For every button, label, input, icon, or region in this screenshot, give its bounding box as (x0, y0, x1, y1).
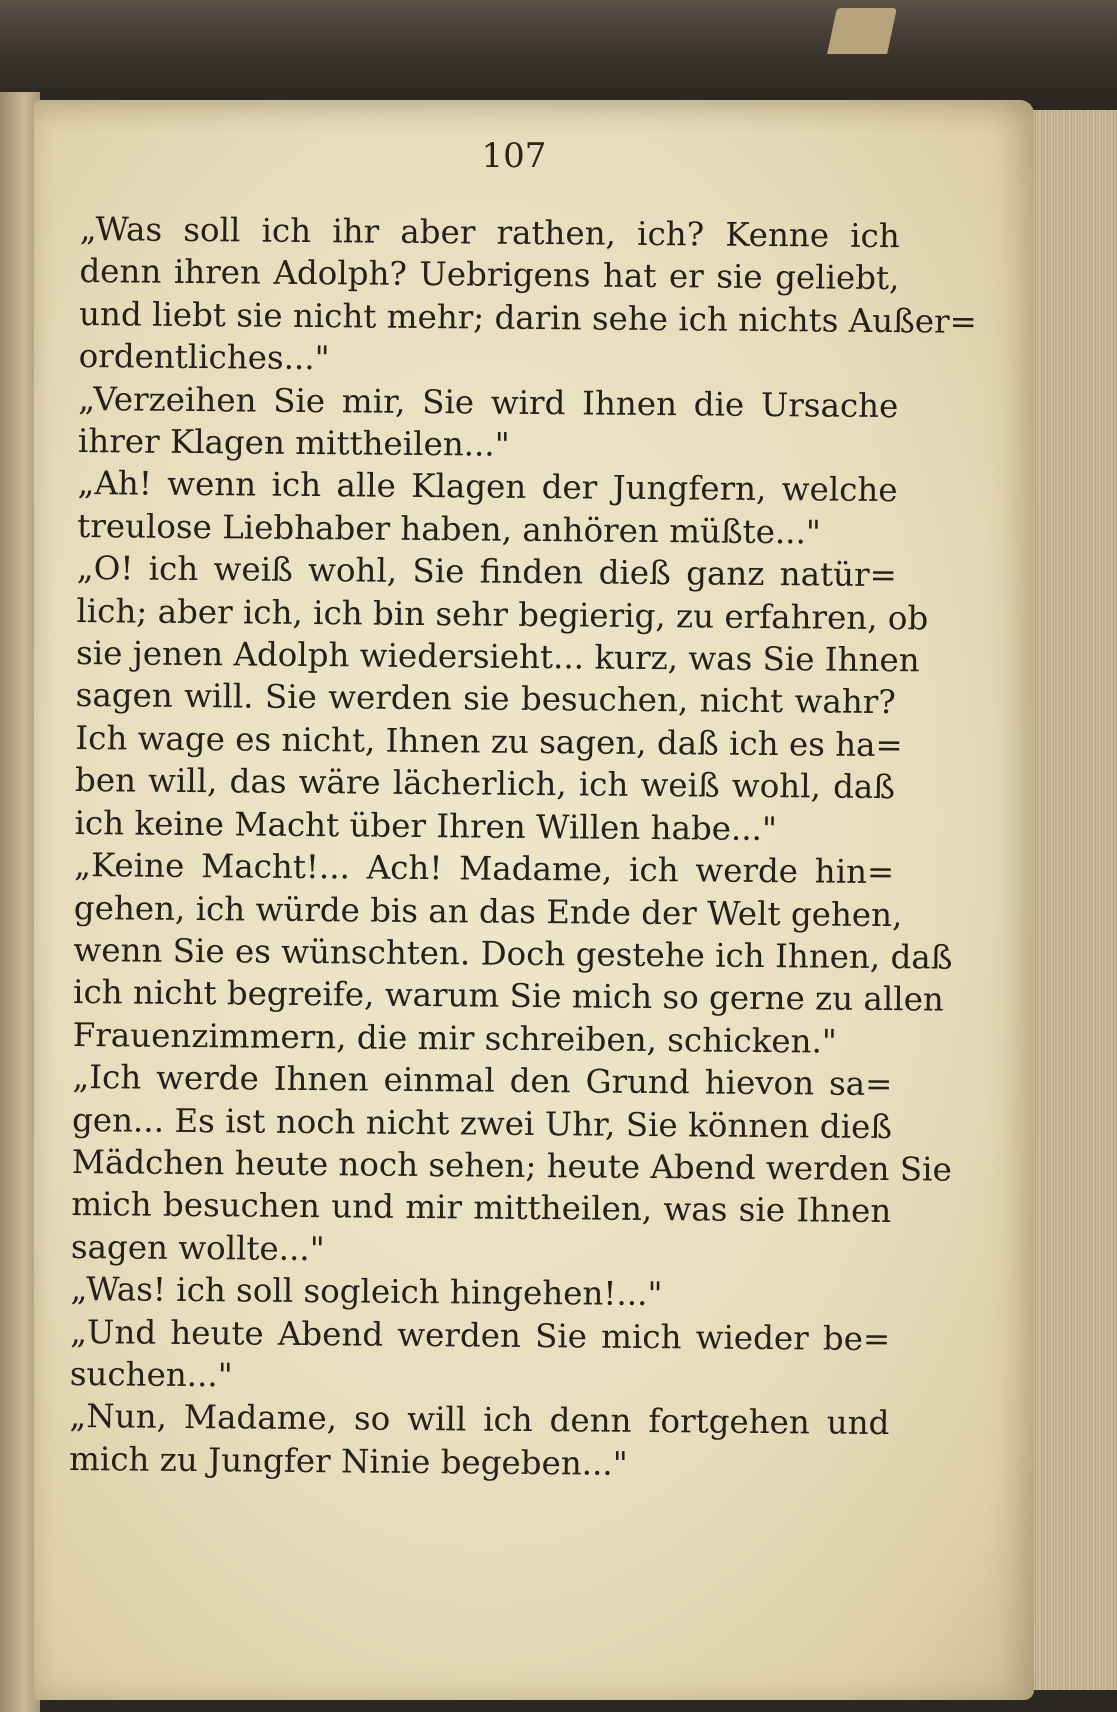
text-line: „Was! ich soll sogleich hingehen!..." (70, 1270, 663, 1314)
text-line: ich nicht begreife, warum Sie mich so gerne zu allen (72, 973, 945, 1019)
text-line: gehen, ich würde bis an das Ende der Welt gehen, (73, 888, 903, 934)
text-line: Frauenzimmern, die mir schreiben, schicken." (72, 1015, 838, 1061)
text-line: „Keine Macht!... Ach! Madame, ich werde hin= (74, 846, 895, 892)
text-line: „Nun, Madame, so will ich denn fortgehen und (69, 1397, 890, 1443)
page-text (68, 208, 977, 1487)
text-line: ben will, das wäre lächerlich, ich weiß wohl, daß (74, 761, 896, 807)
text-line: lich; aber ich, ich bin sehr begierig, zu erfahren, ob (76, 591, 929, 638)
text-line: ihrer Klagen mittheilen..." (77, 422, 510, 464)
page-number: 107 (481, 136, 547, 176)
text-line: ordentliches..." (78, 337, 330, 378)
text-line: „Was soll ich ihr aber rathen, ich? Kenne ich (79, 209, 900, 256)
text-line: sie jenen Adolph wiedersieht... kurz, was Sie Ihnen (75, 634, 920, 680)
text-line: mich zu Jungfer Ninie begeben..." (68, 1439, 628, 1483)
torn-paper-tab (827, 8, 897, 54)
text-line: treulose Liebhaber haben, anhören müßte..." (77, 506, 822, 552)
page-stack-edges (1030, 110, 1117, 1690)
text-line: „Ich werde Ihnen einmal den Grund hievon sa= (72, 1058, 893, 1104)
book-page (34, 100, 1034, 1700)
book-top-edge (0, 0, 1117, 100)
text-line: „Und heute Abend werden Sie mich wieder be= (70, 1312, 891, 1358)
text-line: und liebt sie nicht mehr; darin sehe ich nichts Außer= (78, 294, 977, 341)
text-line: Mädchen heute noch sehen; heute Abend werden Sie (71, 1142, 952, 1189)
text-line: Ich wage es nicht, Ihnen zu sagen, daß ich es ha= (75, 718, 903, 765)
text-line: sagen wollte..." (70, 1227, 325, 1268)
text-line: ich keine Macht über Ihren Willen habe..." (74, 803, 778, 848)
text-line: sagen will. Sie werden sie besuchen, nicht wahr? (75, 676, 896, 722)
text-line: „Verzeihen Sie mir, Sie wird Ihnen die Ursache (78, 379, 899, 425)
text-line: denn ihren Adolph? Uebrigens hat er sie geliebt, (79, 252, 900, 298)
text-line: mich besuchen und mir mittheilen, was sie Ihnen (71, 1185, 892, 1231)
text-line: wenn Sie es wünschten. Doch gestehe ich Ihnen, daß (73, 930, 953, 977)
text-line: suchen..." (69, 1354, 233, 1395)
text-line: „O! ich weiß wohl, Sie finden dieß ganz natür= (76, 549, 897, 595)
text-line: „Ah! wenn ich alle Klagen der Jungfern, welche (77, 464, 898, 510)
text-line: gen... Es ist noch nicht zwei Uhr, Sie können dieß (71, 1100, 893, 1146)
